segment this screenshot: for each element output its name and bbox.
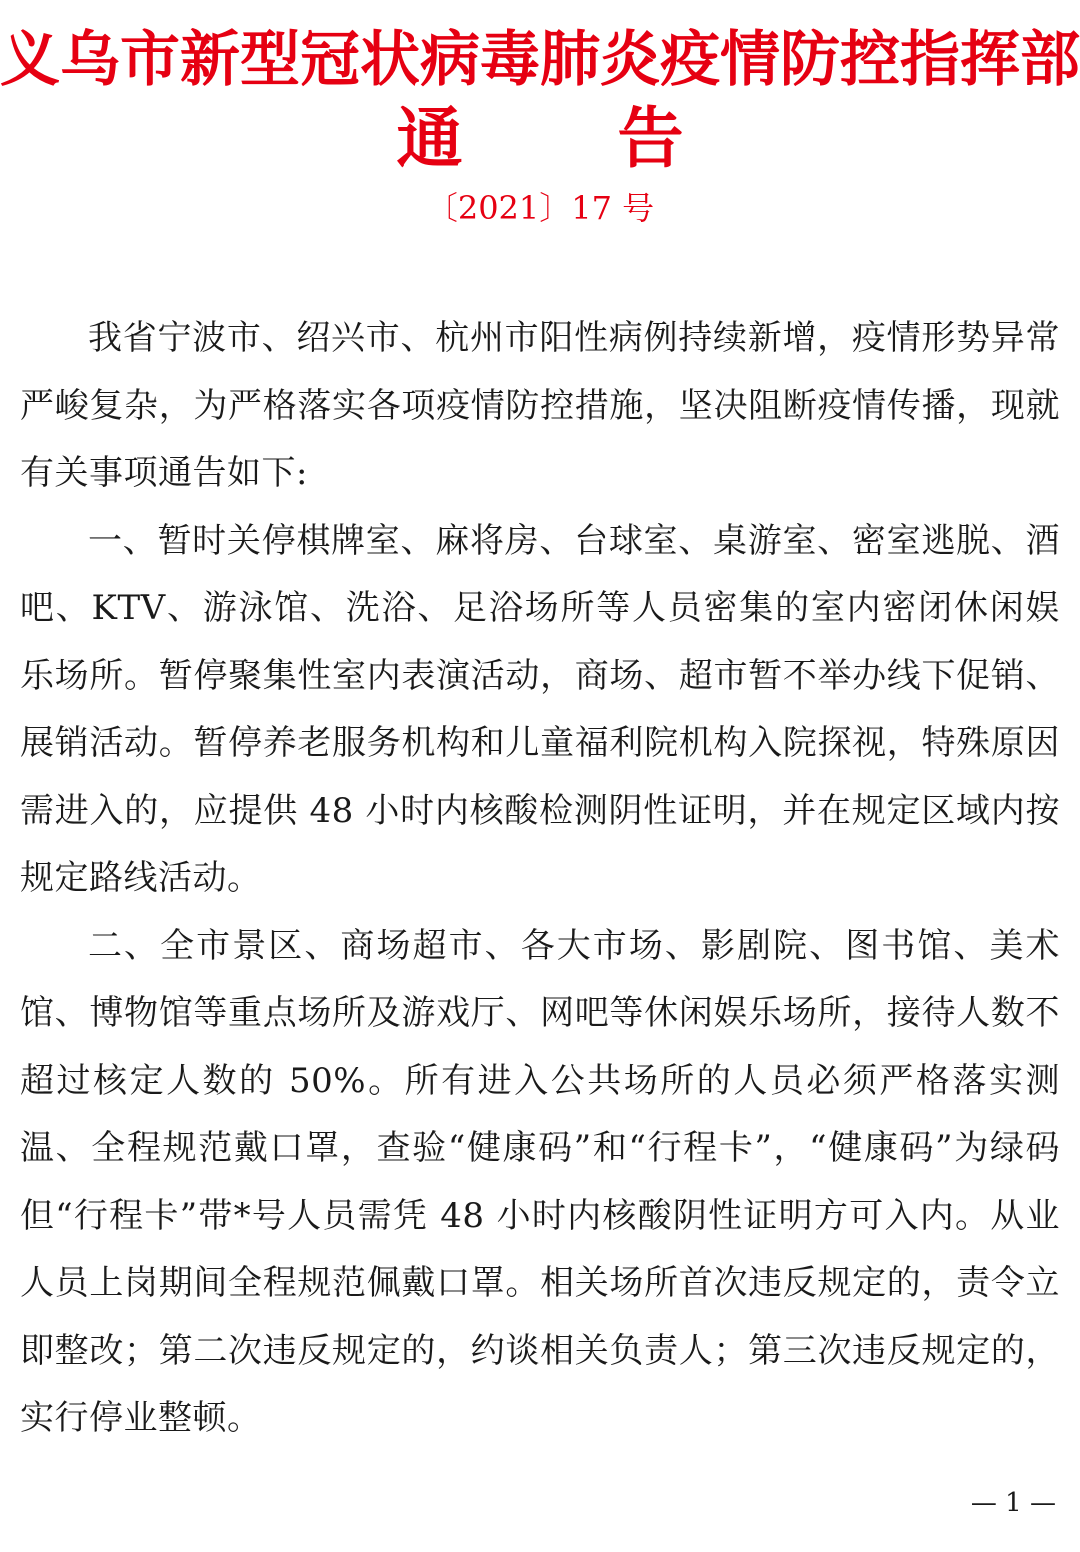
article-two-paragraph: 二、全市景区、商场超市、各大市场、影剧院、图书馆、美术馆、博物馆等重点场所及游戏厅、网吧等休闲娱乐场所，接待人数不超过核定人数的 50%。所有进入公共场所的人员必须严格落实测温、全程规范戴口罩，查验“健康码”和“行程卡”，“健康码”为绿码但“行程卡”带*号人员需凭 48 小时内核酸阴性证明方可入内。从业人员上岗期间全程规范佩戴口罩。相关场所首次违反规定的，责令立即整改；第二次违反规定的，约谈相关负责人；第三次违反规定的，实行停业整顿。 (20, 925, 1060, 1438)
intro-paragraph: 我省宁波市、绍兴市、杭州市阳性病例持续新增，疫情形势异常严峻复杂，为严格落实各项疫情防控措施，坚决阻断疫情传播，现就有关事项通告如下: (20, 318, 1060, 493)
page-number: — 1 — (970, 1488, 1056, 1518)
document-number: 〔2021〕17 号 (425, 189, 655, 227)
article-one-paragraph: 一、暂时关停棋牌室、麻将房、台球室、桌游室、密室逃脱、酒吧、KTV、游泳馆、洗浴、足浴场所等人员密集的室内密闭休闲娱乐场所。暂停聚集性室内表演活动，商场、超市暂不举办线下促销、展销活动。暂停养老服务机构和儿童福利院机构入院探视，特殊原因需进入的，应提供 48 小时内核酸检测阴性证明，并在规定区域内按规定路线活动。 (20, 520, 1060, 898)
notice-issuer-title: 义乌市新型冠状病毒肺炎疫情防控指挥部 (0, 25, 1080, 95)
notice-body (20, 305, 1060, 1453)
notice-heading: 通 告 (396, 99, 750, 177)
